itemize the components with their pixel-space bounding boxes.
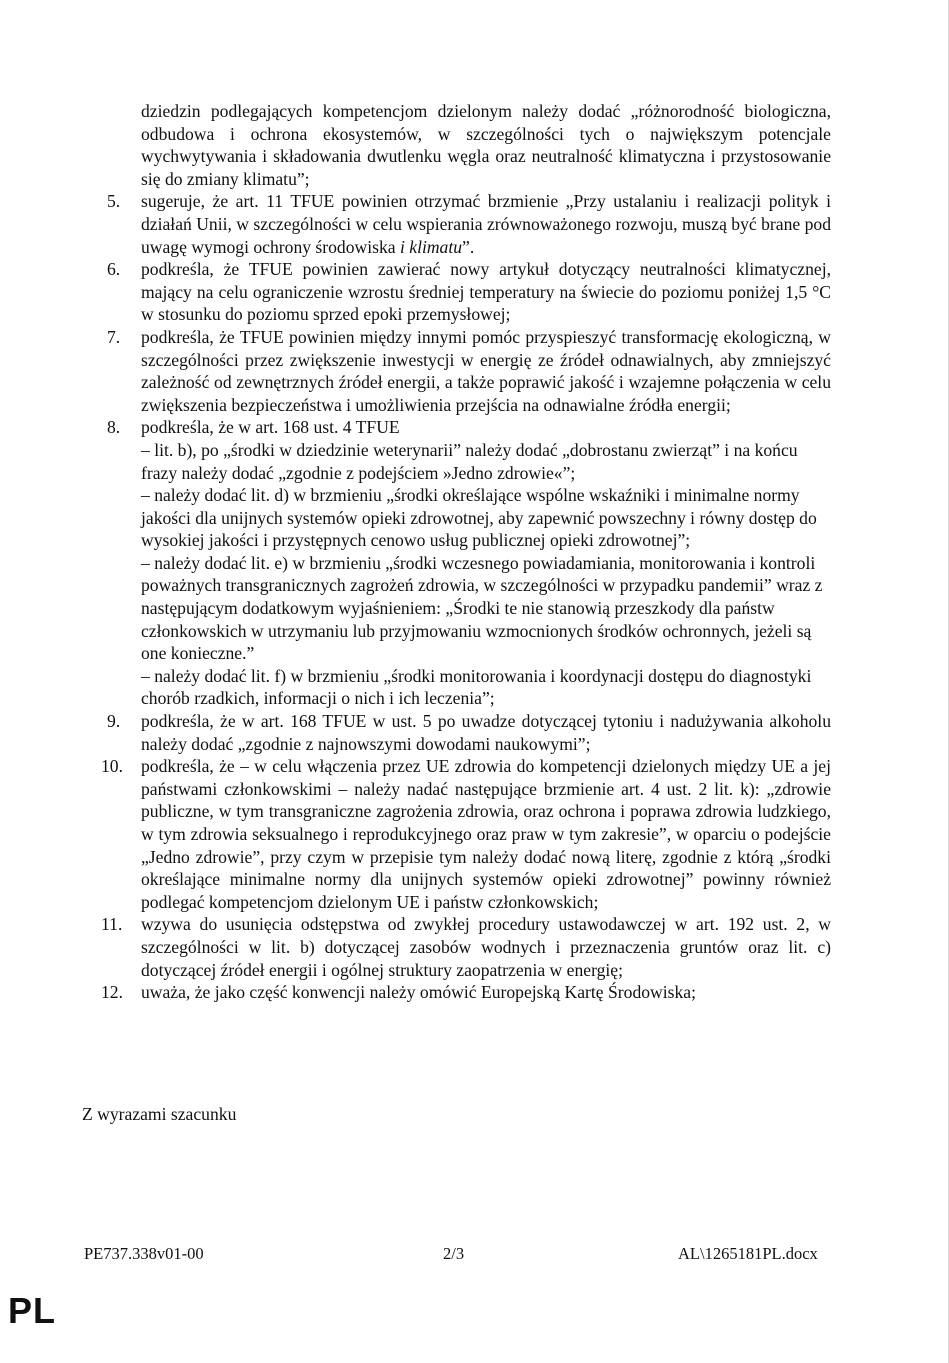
document-body [0,100,949,1004]
item-number: 8. [107,417,121,438]
footer-document-ref: PE737.338v01-00 [84,1244,204,1263]
sub-item-lit-d: – należy dodać lit. d) w brzmieniu „środki określające wspólne wskaźniki i minimalne normy jakości dla unijnych systemów opieki zdrowotnej, aby zapewnić powszechny i równy dostęp do wysokiej jakości i przystępnych cenowo usług publicznej opieki zdrowotnej”; [141,485,817,551]
item-text: sugeruje, że art. 11 TFUE powinien otrzymać brzmienie „Przy ustalaniu i realizacji polityk i działań Unii, w szczególności w celu wspierania zrównoważonego rozwoju, muszą być brane pod uwagę wymogi ochrony środowiska [141,191,831,257]
item-number: 6. [107,259,121,280]
item-number: 12. [101,982,123,1003]
continuation-paragraph: dziedzin podlegających kompetencjom dzielonym należy dodać „różnorodność biologiczna, odbudowa i ochrona ekosystemów, w szczególności tych o największym potencjale wychwytywania i składowania dwutlenku węgla oraz neutralność klimatyczna i przystosowanie się do zmiany klimatu”; [141,101,831,189]
item-number: 7. [107,326,121,347]
list-item-10 [101,755,831,913]
item-text: uważa, że jako część konwencji należy omówić Europejską Kartę Środowiska; [141,982,696,1003]
list-item-11 [101,913,831,981]
footer-file-name: AL\1265181PL.docx [678,1244,818,1263]
list-item-8 [107,416,831,710]
item-text: wzywa do usunięcia odstępstwa od zwykłej procedury ustawodawczej w art. 192 ust. 2, w szczególności w lit. b) dotyczącej zasobów wodnych i przeznaczenia gruntów oraz lit. c) dotyczącej źródeł energii i ogólnej struktury zaopatrzenia w energię; [141,914,831,980]
item-number: 5. [107,191,121,212]
sub-item-lit-f: – należy dodać lit. f) w brzmieniu „środki monitorowania i koordynacji dostępu do diagnostyki chorób rzadkich, informacji o nich i ich leczenia”; [141,665,812,709]
item-text: podkreśla, że – w celu włączenia przez UE zdrowia do kompetencji dzielonych między UE a jej państwami członkowskimi – należy nadać następujące brzmienie art. 4 ust. 2 lit. k): „zdrowie publiczne, w tym transgraniczne zagrożenia zdrowia, oraz ochrona i poprawa zdrowia ludzkiego, w tym zdrowia seksualnego i reprodukcyjnego oraz praw w tym zakresie”, w oparciu o podejście „Jedno zdrowie”, przy czym w przepisie tym należy dodać nową literę, zgodnie z którą „środki określające minimalne normy dla unijnych systemów opieki zdrowotnej” powinny również podlegać kompetencjom dzielonym UE i państw członkowskich; [141,756,831,912]
list-item-5 [107,190,831,258]
item-text: podkreśla, że w art. 168 TFUE w ust. 5 po uwadze dotyczącej tytoniu i nadużywania alkoholu należy dodać „zgodnie z najnowszymi dowodami naukowymi”; [141,711,831,754]
item-number: 11. [101,914,123,935]
item-number: 10. [101,756,123,777]
item-text: podkreśla, że TFUE powinien zawierać nowy artykuł dotyczący neutralności klimatycznej, mający na celu ograniczenie wzrostu średniej temperatury na świecie do poziomu poniżej 1,5 °C w stosunku do poziomu sprzed epoki przemysłowej; [141,259,831,325]
list-item-9 [107,710,831,755]
sub-item-lit-e: – należy dodać lit. e) w brzmieniu „środki wczesnego powiadamiania, monitorowania i kontroli poważnych transgranicznych zagrożeń zdrowia, w szczególności w przypadku pandemii” wraz z następującym dodatkowym wyjaśnieniem: „Środki te nie stanowią przeszkody dla państw członkowskich w utrzymaniu lub przyjmowaniu wzmocnionych środków ochronnych, jeżeli są one konieczne.” [141,552,823,664]
list-item-7 [107,326,831,416]
language-badge: PL [8,1290,57,1331]
sub-item-lit-b: – lit. b), po „środki w dziedzinie weterynarii” należy dodać „dobrostanu zwierząt” i na końcu frazy należy dodać „zgodnie z podejściem »Jedno zdrowie«”; [141,439,798,483]
footer-page-number: 2/3 [443,1244,465,1263]
list-item-6 [107,258,831,326]
item-italic-text: i klimatu [399,236,463,257]
item-text: podkreśla, że w art. 168 ust. 4 TFUE [141,417,400,438]
item-text-tail: ”. [462,236,475,257]
item-number: 9. [107,711,121,732]
list-item-12 [101,981,831,1004]
closing-salutation: Z wyrazami szacunku [82,1104,237,1124]
item-text: podkreśla, że TFUE powinien między innymi pomóc przyspieszyć transformację ekologiczną, w szczególności przez zwiększenie inwestycji w energię ze źródeł odnawialnych, aby zmniejszyć zależność od zewnętrznych źródeł energii, a także poprawić jakość i wzajemne połączenia w celu zwiększenia bezpieczeństwa i umożliwienia przejścia na odnawialne źródła energii; [141,326,831,415]
